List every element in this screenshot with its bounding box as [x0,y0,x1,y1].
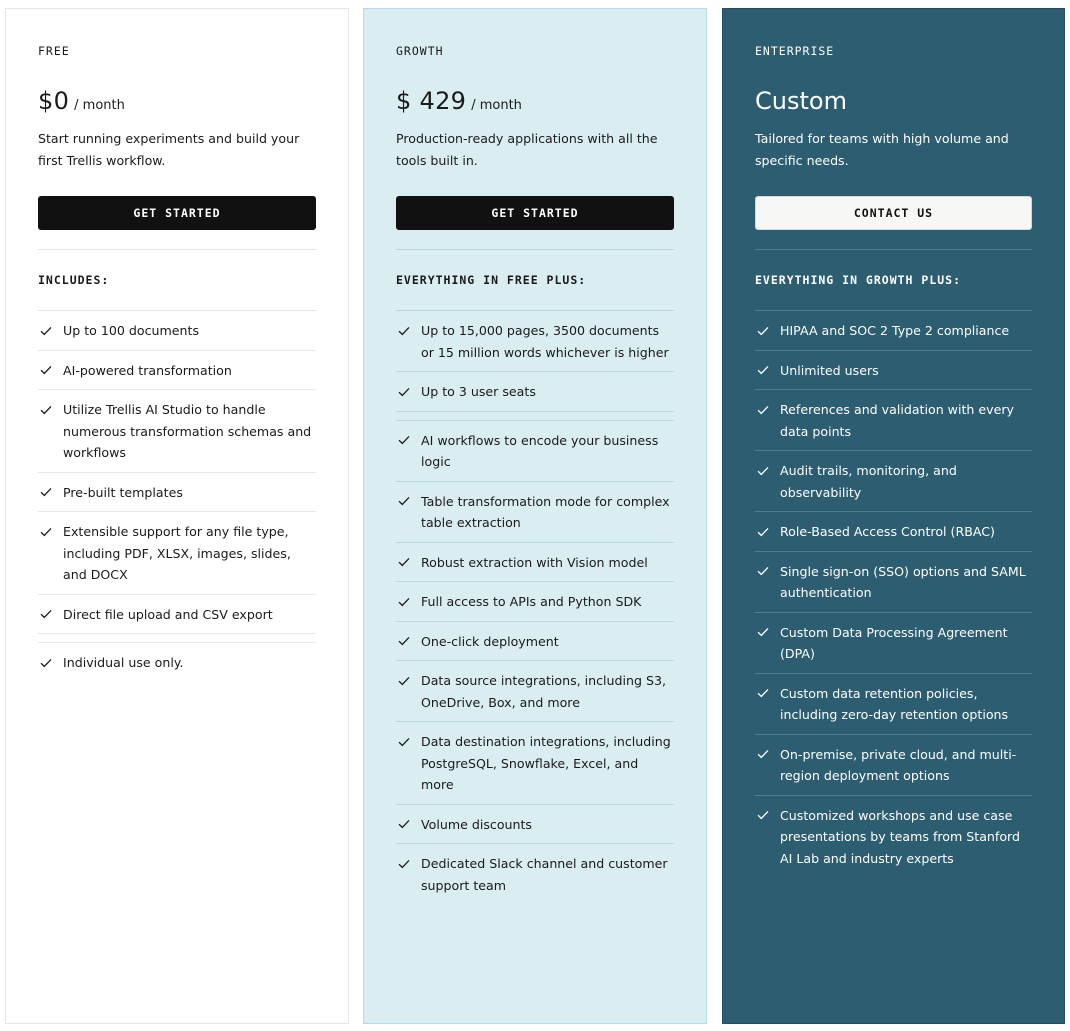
feature-item: Robust extraction with Vision model [396,543,674,583]
plan-price: $0 [38,87,70,115]
feature-item: Role-Based Access Control (RBAC) [755,512,1032,552]
check-icon [396,731,421,752]
feature-item: References and validation with every data points [755,390,1032,451]
plan-description: Tailored for teams with high volume and specific needs. [755,131,1009,168]
includes-heading: INCLUDES: [38,273,110,287]
feature-item: Full access to APIs and Python SDK [396,582,674,622]
check-icon [38,320,63,341]
feature-item: AI-powered transformation [38,351,316,391]
plan-price: Custom [755,87,847,115]
plan-tier-label: FREE [38,44,70,58]
plan-card-growth [363,8,707,1024]
feature-item: Custom Data Processing Agreement (DPA) [755,613,1032,674]
feature-item: Utilize Trellis AI Studio to handle numerous transformation schemas and workflows [38,390,316,473]
check-icon [38,652,63,673]
feature-item: Customized workshops and use case presentations by teams from Stanford AI Lab and industry experts [755,796,1032,878]
feature-item: Direct file upload and CSV export [38,595,316,635]
check-icon [396,381,421,402]
check-icon [38,604,63,625]
check-icon [396,591,421,612]
divider [755,249,1032,250]
check-icon [396,320,421,341]
feature-list [755,311,1032,877]
divider [38,249,316,250]
plan-price-row [755,87,847,115]
feature-item: One-click deployment [396,622,674,662]
check-icon [38,521,63,542]
plan-card-enterprise [722,8,1065,1024]
feature-item: Up to 15,000 pages, 3500 documents or 15 million words whichever is higher [396,311,674,372]
plan-tier-label: ENTERPRISE [755,44,835,58]
feature-item: On-premise, private cloud, and multi-region deployment options [755,735,1032,796]
check-icon [396,631,421,652]
contact-us-button[interactable]: CONTACT US [755,196,1032,230]
check-icon [755,622,780,643]
check-icon [755,683,780,704]
feature-item: Single sign-on (SSO) options and SAML authentication [755,552,1032,613]
check-icon [396,670,421,691]
check-icon [38,360,63,381]
plan-price-row [396,87,522,115]
feature-item: HIPAA and SOC 2 Type 2 compliance [755,311,1032,351]
check-icon [396,814,421,835]
check-icon [755,805,780,826]
feature-item: Custom data retention policies, including zero-day retention options [755,674,1032,735]
feature-item: Up to 3 user seats [396,372,674,412]
check-icon [755,399,780,420]
divider [396,249,674,250]
feature-item: Data destination integrations, including PostgreSQL, Snowflake, Excel, and more [396,722,674,805]
feature-item: Volume discounts [396,805,674,845]
check-icon [755,744,780,765]
plan-price: $ 429 [396,87,467,115]
feature-item: Table transformation mode for complex table extraction [396,482,674,543]
feature-item: AI workflows to encode your business logic [396,420,674,482]
feature-item: Audit trails, monitoring, and observability [755,451,1032,512]
check-icon [38,482,63,503]
get-started-button-growth[interactable]: GET STARTED [396,196,674,230]
includes-heading: EVERYTHING IN GROWTH PLUS: [755,273,962,287]
check-icon [755,320,780,341]
check-icon [755,360,780,381]
plan-tier-label: GROWTH [396,44,444,58]
feature-item: Pre-built templates [38,473,316,513]
plan-card-free [5,8,349,1024]
feature-list [396,311,674,904]
feature-item: Dedicated Slack channel and customer support team [396,844,674,904]
feature-item: Extensible support for any file type, including PDF, XLSX, images, slides, and DOCX [38,512,316,595]
feature-item: Data source integrations, including S3, OneDrive, Box, and more [396,661,674,722]
feature-item: Up to 100 documents [38,311,316,351]
check-icon [396,430,421,451]
feature-list [38,311,316,682]
plan-description: Production-ready applications with all the tools built in. [396,131,658,168]
check-icon [396,552,421,573]
check-icon [755,561,780,582]
check-icon [38,399,63,420]
includes-heading: EVERYTHING IN FREE PLUS: [396,273,587,287]
get-started-button-free[interactable]: GET STARTED [38,196,316,230]
plan-description: Start running experiments and build your first Trellis workflow. [38,131,300,168]
feature-item: Individual use only. [38,642,316,682]
check-icon [396,491,421,512]
plan-price-period: / month [471,98,522,113]
plan-price-row [38,87,125,115]
feature-item: Unlimited users [755,351,1032,391]
plan-price-period: / month [74,98,125,113]
check-icon [755,521,780,542]
check-icon [755,460,780,481]
check-icon [396,853,421,874]
